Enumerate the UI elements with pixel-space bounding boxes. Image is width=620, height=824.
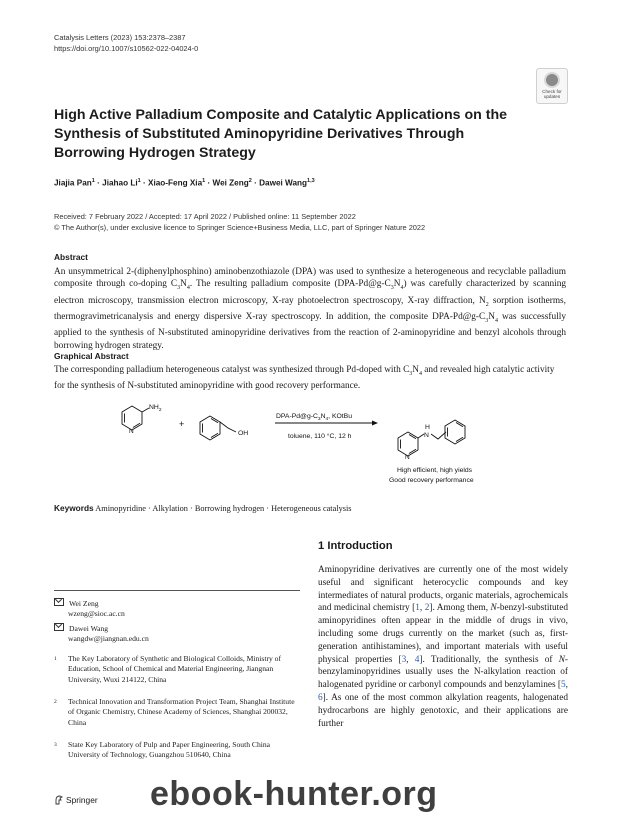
citation-link[interactable]: 1 [415,603,420,614]
author-affiliation-mark: 1 [91,178,95,184]
introduction-heading: 1 Introduction [318,540,393,552]
journal-header [54,32,198,54]
benzyl-alcohol-ring [200,416,220,440]
author-affiliation-mark: 1 [202,178,206,184]
journal-citation: Catalysis Letters (2023) 153:2378–2387 [54,33,186,42]
watermark-text: ebook-hunter.org [150,775,438,813]
keywords-label: Keywords [54,503,94,513]
correspondence-entry [54,623,149,645]
envelope-icon [54,598,64,606]
amine-group-label: $NH_2$ [149,404,162,413]
doi-link[interactable]: https://doi.org/10.1007/s10562-022-04024-0 [54,44,199,53]
scheme-note-recovery: Good recovery performance [389,477,474,484]
check-updates-icon [544,72,560,88]
conditions-label: toluene, 110 °C, 12 h [288,433,352,440]
affiliation-number: 1 [54,656,57,662]
affiliation-entry [54,654,300,685]
footnote-divider [54,590,300,591]
graphical-abstract-heading: Graphical Abstract [54,351,129,361]
product-ring-n-label: N [405,454,410,461]
correspondence-entry [54,598,125,620]
product-pyridine-ring [398,432,418,456]
citation-link[interactable]: 4 [414,654,420,665]
citation-link[interactable]: 6 [318,692,323,703]
check-updates-label: Check for updates [542,89,562,99]
author-name[interactable]: Xiao-Feng Xia [148,178,203,188]
affiliation-text: Technical Innovation and Transformation Project Team, Shanghai Institute of Organic Chemistry, Chinese Academy of Sciences, Shanghai 200032, China [68,697,295,727]
author-name[interactable]: Jiajia Pan [54,178,92,188]
correspondent-name: Dawei Wang [69,624,109,633]
hydroxyl-label: OH [238,430,249,437]
catalyst-label: DPA-$Pd@g-C_3N_4$, KOtBu [276,413,352,422]
citation-link[interactable]: 2 [424,603,430,614]
article-history [54,212,425,233]
author-affiliation-mark: 2 [248,178,252,184]
abstract-heading: Abstract [54,252,88,262]
publication-dates: Received: 7 February 2022 / Accepted: 17 April 2022 / Published online: 11 September 2022 [54,212,356,221]
springer-horse-icon [54,795,63,807]
affiliation-number: 3 [54,742,57,748]
product-h-label: H [425,424,430,431]
citation-link[interactable]: 5 [561,680,566,691]
keywords-text: Aminopyridine · Alkylation · Borrowing hydrogen · Heterogeneous catalysis [95,504,352,513]
aminopyridine-ring [122,406,142,430]
plus-sign: + [179,419,185,429]
affiliation-entry [54,740,300,761]
publisher-name: Springer [66,795,98,805]
envelope-icon [54,623,64,631]
author-affiliation-mark: 1,3 [307,178,315,184]
correspondent-email[interactable]: wzeng@sioc.ac.cn [68,609,125,619]
correspondent-email[interactable]: wangdw@jiangnan.edu.cn [68,634,149,644]
product-n-label: N [424,432,429,439]
author-name[interactable]: Dawei Wang [259,178,308,188]
article-title: High Active Palladium Composite and Catalytic Applications on the Synthesis of Substituted Aminopyridine Derivatives Through Borrowing Hydrogen Strategy [54,107,508,162]
copyright-notice: © The Author(s), under exclusive licence to Springer Science+Business Media, LLC, part of Springer Nature 2022 [54,222,426,232]
affiliation-text: State Key Laboratory of Pulp and Paper Engineering, South China University of Technology, Guangzhou 510640, China [68,740,271,760]
affiliation-number: 2 [54,699,57,705]
publisher-footer [54,795,98,807]
reaction-scheme-graphic [0,392,620,484]
keywords-line [54,503,352,513]
abstract-text: An unsymmetrical 2-(diphenylphosphino) aminobenzothiazole (DPA) was used to synthesize a heterogeneous and recyclable palladium composite through co-doping $C_3N_4$. The resulting palladium composite $(DPA-Pd@g-C_3N_4)$ was carefully characterized by scanning electron microscopy, transmission electron microscopy, X-ray photoelectron spectroscopy, X-ray diffraction, $N_2$ sorption isotherms, thermogravimetricanalysis and energy dispersive X-ray spectroscopy. In addition, the composite DPA-$Pd@g-C_3N_4$ was successfully applied to the synthesis of N-substituted aminopyridine derivatives from the reaction of 2-aminopyridine and benzyl alcohols through borrowing hydrogen strategy. [54,267,567,351]
citation-link[interactable]: 3 [401,654,407,665]
affiliation-text: The Key Laboratory of Synthetic and Biological Colloids, Ministry of Education, School of Chemical and Material Engineering, Jiangnan University, Wuxi 214122, China [68,654,282,684]
author-affiliation-mark: 1 [137,178,141,184]
author-name[interactable]: Jiahao Li [102,178,138,188]
reactant-ring-n-label: N [129,428,134,435]
author-list: Jiajia Pan$^1$ · Jiahao $Li^1$ · Xiao-Feng Xia$^1$ · Wei Zeng$^2$ · Dawei Wang$^{1,3}$ [54,178,315,188]
arrow-head [372,421,378,426]
affiliation-entry [54,697,300,728]
reaction-scheme [0,392,620,484]
graphical-abstract-text: The corresponding palladium heterogeneous catalyst was synthesized through Pd-doped with $C_3N_4$ and revealed high catalytic activity for the synthesis of N-substituted aminopyridine with good recovery performance. [54,365,555,392]
scheme-note-yield: High efficient, high yields [397,467,473,474]
introduction-text: Aminopyridine derivatives are currently one of the most widely useful and significant heterocyclic compounds and key intermediates of natural products, organic materials, agrochemicals and medicinal chemistry [1, 2]. Among them, N-benzyl-substituted aminopyridines often appear in the middle of drugs in vivo, including some drugs currently on the market (such as, first-generation antihistamines), and important materials with useful physical properties [3, 4]. Traditionally, the synthesis of N-benzylaminopyridines usually uses the N-alkylation reaction of halogenated pyridine or carbonyl compounds and benzylamines [5, 6]. As one of the most common alkylation reagents, halogenated hydrocarbons are highly genotoxic, and their applications are further [318,565,568,729]
correspondent-name: Wei Zeng [69,599,99,608]
product-benzyl-ring [445,420,465,444]
author-name[interactable]: Wei Zeng [212,178,249,188]
check-for-updates-badge[interactable] [536,68,568,104]
